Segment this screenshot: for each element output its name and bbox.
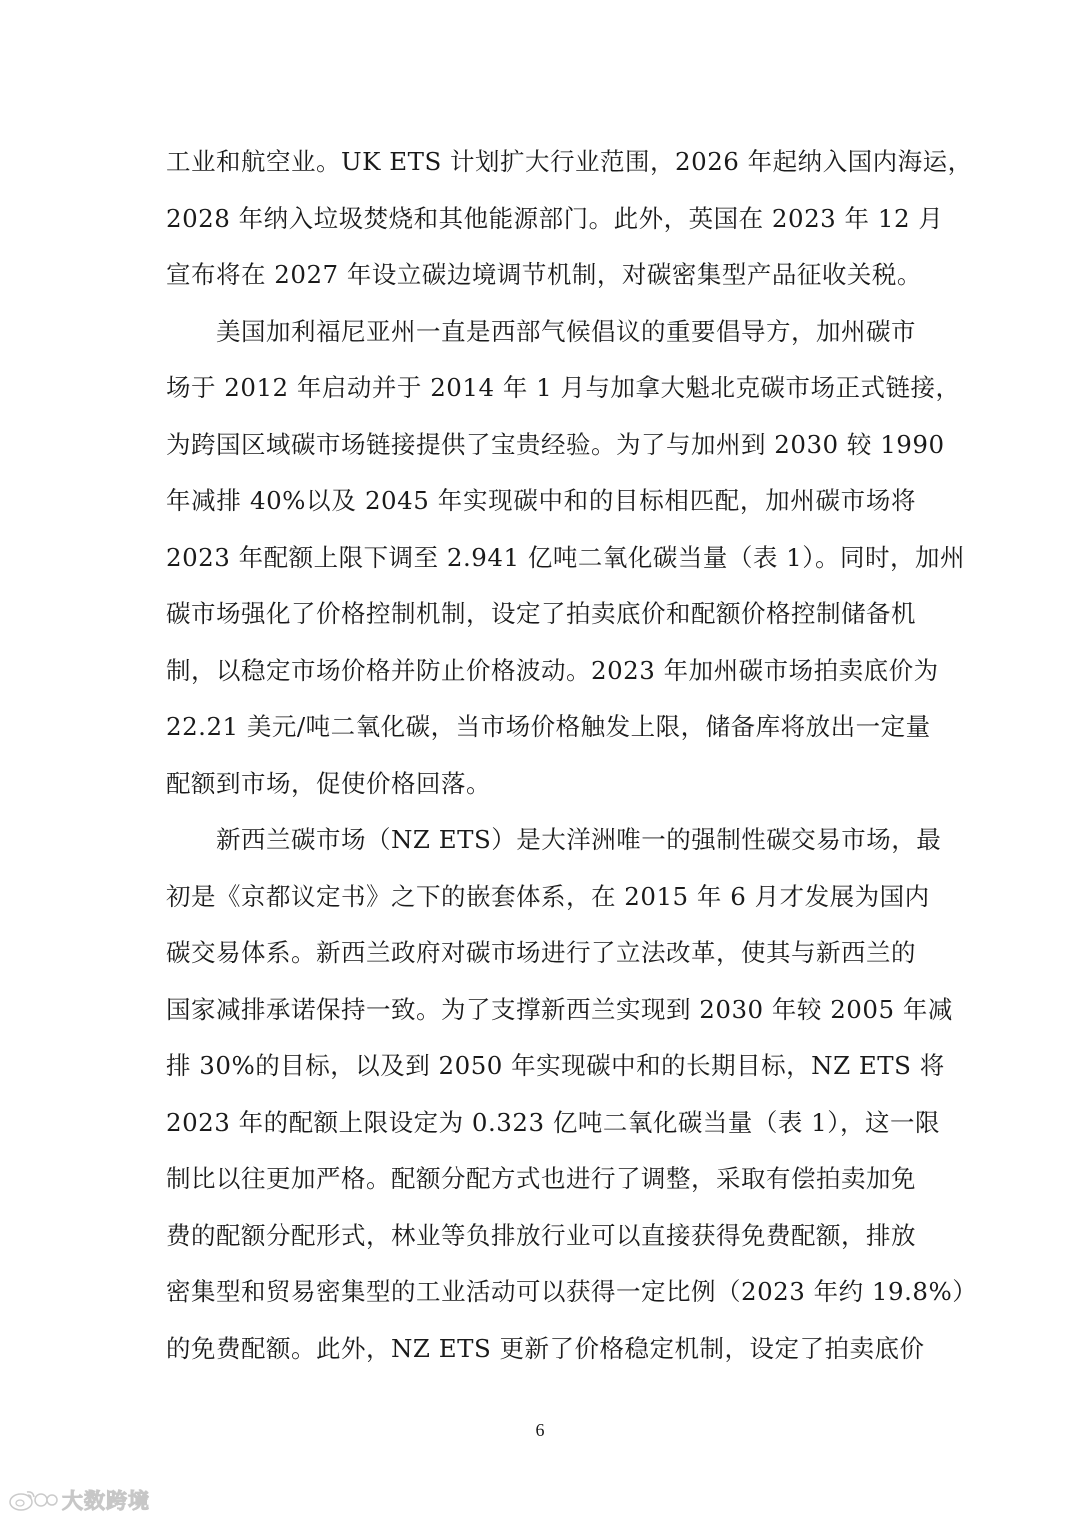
text-line: 碳交易体系。新西兰政府对碳市场进行了立法改革，使其与新西兰的 <box>166 938 916 967</box>
watermark-text: 大数跨境 <box>62 1489 150 1513</box>
text-line: 制比以往更加严格。配额分配方式也进行了调整，采取有偿拍卖加免 <box>166 1164 916 1193</box>
text-line: 2023 年的配额上限设定为 0.323 亿吨二氧化碳当量（表 1），这一限 <box>166 1108 940 1137</box>
text-line: 场于 2012 年启动并于 2014 年 1 月与加拿大魁北克碳市场正式链接， <box>166 373 961 402</box>
text-line: 国家减排承诺保持一致。为了支撑新西兰实现到 2030 年较 2005 年减 <box>166 995 953 1024</box>
text-line: 初是《京都议定书》之下的嵌套体系，在 2015 年 6 月才发展为国内 <box>166 882 930 911</box>
watermark <box>8 1486 150 1514</box>
text-line: 的免费配额。此外，NZ ETS 更新了价格稳定机制，设定了拍卖底价 <box>166 1334 925 1363</box>
text-line: 工业和航空业。UK ETS 计划扩大行业范围，2026 年起纳入国内海运， <box>166 147 973 176</box>
text-line: 为跨国区域碳市场链接提供了宝贵经验。为了与加州到 2030 较 1990 <box>166 430 945 459</box>
weibo-logo-icon <box>8 1488 58 1512</box>
text-line: 碳市场强化了价格控制机制，设定了拍卖底价和配额价格控制储备机 <box>166 599 916 628</box>
text-line: 2023 年配额上限下调至 2.941 亿吨二氧化碳当量（表 1）。同时，加州 <box>166 543 965 572</box>
text-line: 排 30%的目标，以及到 2050 年实现碳中和的长期目标，NZ ETS 将 <box>166 1051 945 1080</box>
page-number: 6 <box>535 1420 545 1440</box>
text-line: 配额到市场，促使价格回落。 <box>166 769 491 798</box>
text-line: 年减排 40%以及 2045 年实现碳中和的目标相匹配，加州碳市场将 <box>166 486 916 515</box>
text-line: 宣布将在 2027 年设立碳边境调节机制，对碳密集型产品征收关税。 <box>166 260 922 289</box>
text-line: 费的配额分配形式，林业等负排放行业可以直接获得免费配额，排放 <box>166 1221 916 1250</box>
text-line: 2028 年纳入垃圾焚烧和其他能源部门。此外，英国在 2023 年 12 月 <box>166 204 944 233</box>
text-line: 密集型和贸易密集型的工业活动可以获得一定比例（2023 年约 19.8%） <box>166 1277 978 1306</box>
paragraph-first-line: 新西兰碳市场（NZ ETS）是大洋洲唯一的强制性碳交易市场，最 <box>216 825 942 854</box>
text-line: 22.21 美元/吨二氧化碳，当市场价格触发上限，储备库将放出一定量 <box>166 712 931 741</box>
text-line: 制，以稳定市场价格并防止价格波动。2023 年加州碳市场拍卖底价为 <box>166 656 939 685</box>
paragraph-first-line: 美国加利福尼亚州一直是西部气候倡议的重要倡导方，加州碳市 <box>216 317 916 346</box>
